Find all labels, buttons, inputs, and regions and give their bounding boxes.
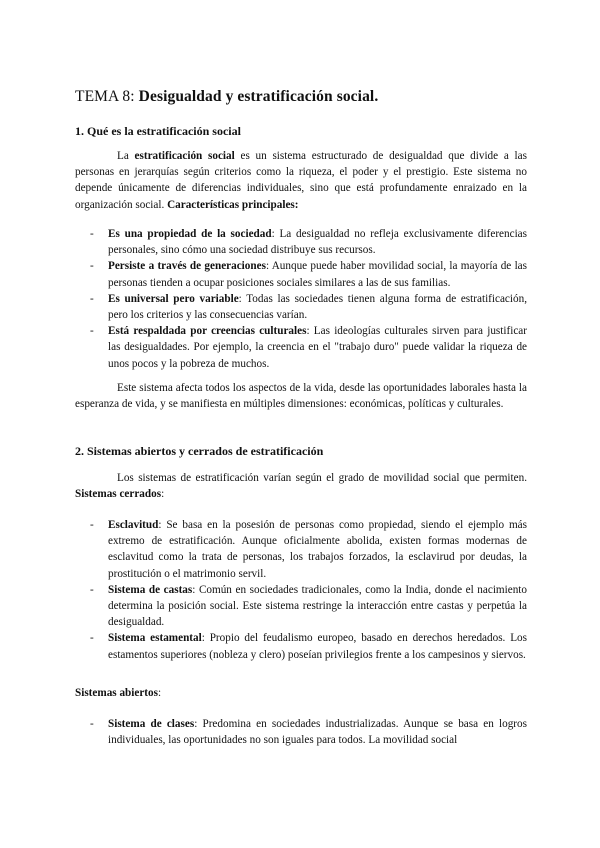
list-item: - Persiste a través de generaciones: Aunque puede haber movilidad social, la mayoría de las personas tienden a ocupar posiciones sociales similares a las de sus familias. bbox=[91, 258, 527, 290]
list-item: - Sistema de castas: Común en sociedades tradicionales, como la India, donde el nacimiento determina la posición social. Este sistema restringe la interacción entre castas y perpetúa la desigualdad. bbox=[91, 582, 527, 631]
s2-open-systems-list bbox=[91, 716, 527, 748]
section-heading-2: 2. Sistemas abiertos y cerrados de estratificación bbox=[75, 444, 324, 458]
list-item: - Sistema de clases: Predomina en sociedades industrializadas. Aunque se basa en logros individuales, las oportunidades no son iguales para todos. La movilidad social bbox=[91, 716, 527, 748]
section-heading-1: 1. Qué es la estratificación social bbox=[75, 124, 241, 138]
list-item: - Está respaldada por creencias culturales: Las ideologías culturales sirven para justificar las desigualdades. Por ejemplo, la creencia en el "trabajo duro" puede validar la riqueza de unos pocos y la pobreza de muchos. bbox=[91, 323, 527, 372]
list-item: - Esclavitud: Se basa en la posesión de personas como propiedad, siendo el ejemplo más extremo de estratificación. Aunque oficialmente abolida, existen formas modernas de esclavitud como la trata de personas, los trabajos forzados, la esclavirud por deudas, la prostitución o el matrimonio servil. bbox=[91, 517, 527, 582]
s1-closing-paragraph: Este sistema afecta todos los aspectos de la vida, desde las oportunidades laborales hasta la esperanza de vida, y se manifiesta en múltiples dimensiones: económicas, políticas y culturales. bbox=[75, 382, 527, 411]
list-item: - Es una propiedad de la sociedad: La desigualdad no refleja exclusivamente diferencias personales, sino cómo una sociedad distribuye sus recursos. bbox=[91, 226, 527, 258]
s1-characteristics-list bbox=[91, 226, 527, 372]
list-item: - Es universal pero variable: Todas las sociedades tienen alguna forma de estratificación, pero los criterios y las consecuencias varían. bbox=[91, 291, 527, 323]
document-title: TEMA 8: Desigualdad y estratificación social. bbox=[75, 88, 379, 105]
s1-intro-paragraph: La estratificación social es un sistema estructurado de desigualdad que divide a las personas en jerarquías según criterios como la riqueza, el poder y el prestigio. Este sistema no depende únicamente de diferencias individuales, sino que está profundamente enraizado en la organización social. Características principales: bbox=[75, 150, 527, 211]
open-systems-label: Sistemas abiertos: bbox=[75, 687, 162, 699]
s2-intro-paragraph: Los sistemas de estratificación varían según el grado de movilidad social que permiten. Sistemas cerrados: bbox=[75, 472, 527, 501]
list-item: - Sistema estamental: Propio del feudalismo europeo, basado en derechos heredados. Los estamentos superiores (nobleza y clero) poseían privilegios frente a los campesinos y siervos. bbox=[91, 630, 527, 662]
s2-closed-systems-list bbox=[91, 517, 527, 663]
